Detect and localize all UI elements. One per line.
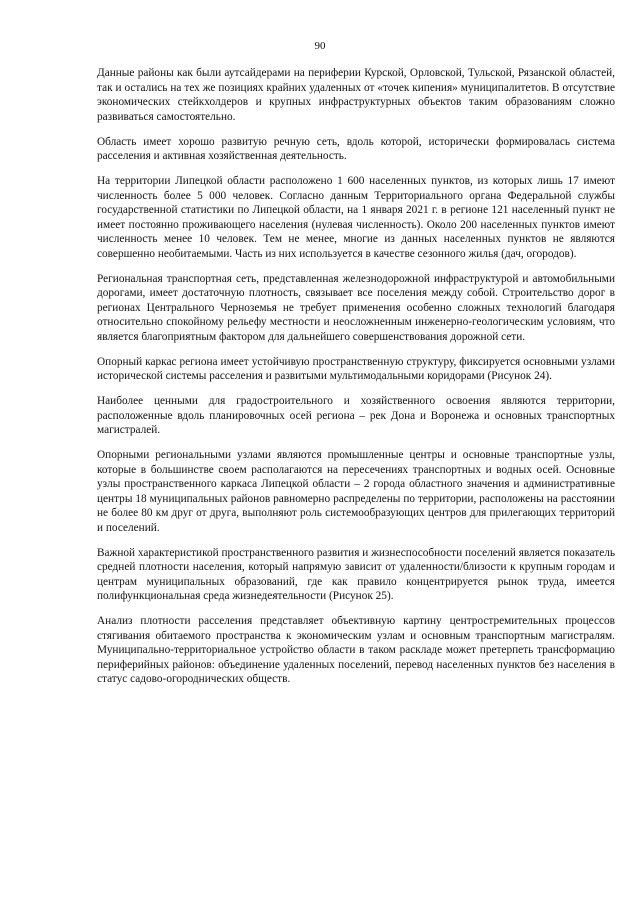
document-body: [97, 66, 615, 697]
paragraph-4: Региональная транспортная сеть, представленная железнодорожной инфраструктурой и автомобильными дорогами, имеет достаточную плотность, связывает все поселения между собой. Строительство дорог в регионах Центрального Черноземья не требует применения особенно сложных технологий благодаря относительно спокойному рельефу местности и неосложненным инженерно-геологическим условиям, что является благоприятным фактором для дальнейшего совершенствования дорожной сети.: [97, 272, 615, 343]
paragraph-9: Анализ плотности расселения представляет объективную картину центростремительных процессов стягивания обитаемого пространства к экономическим узлам и основным транспортным магистралям. Муниципально-территориальное устройство области в таком раскладе может претерпеть трансформацию периферийных районов: объединение удаленных поселений, перевод населенных пунктов без населения в статус садово-огороднических обществ.: [97, 615, 615, 685]
paragraph-3: На территории Липецкой области расположено 1 600 населенных пунктов, из которых лишь 17 имеют численность более 5 000 человек. Согласно данным Территориального органа Федеральной службы государственной статистики по Липецкой области, на 1 января 2021 г. в регионе 121 населенный пункт не имеет постоянно проживающего населения (нулевая численность). Около 200 населенных пунктов имеют численность менее 10 человек. Тем не менее, многие из данных населенных пунктов не являются совершенно необитаемыми. Часть из них используется в качестве сезонного жилья (дач, огородов).: [97, 175, 615, 260]
paragraph-2: Область имеет хорошо развитую речную сеть, вдоль которой, исторически формировалась система расселения и активная хозяйственная деятельность.: [97, 135, 615, 162]
paragraph-7: Опорными региональными узлами являются промышленные центры и основные транспортные узлы, которые в большинстве своем располагаются на пересечениях транспортных и водных осей. Основные узлы пространственного каркаса Липецкой области – 2 города областного значения и административные центры 18 муниципальных районов равномерно распределены по территории, расположены на расстоянии не более 80 км друг от друга, выполняют роль системообразующих центров для прилегающих территорий и поселений.: [97, 449, 615, 534]
paragraph-8: Важной характеристикой пространственного развития и жизнеспособности поселений является показатель средней плотности населения, который напрямую зависит от удаленности/близости к крупным городам и центрам муниципальных образований, где как правило концентрируется рынок труда, имеется полифункциональная среда жизнедеятельности (Рисунок 25).: [97, 546, 615, 602]
paragraph-6: Наиболее ценными для градостроительного и хозяйственного освоения являются территории, расположенные вдоль планировочных осей региона – рек Дона и Воронежа и основных транспортных магистралей.: [97, 395, 615, 436]
paragraph-1: Данные районы как были аутсайдерами на периферии Курской, Орловской, Тульской, Рязанской областей, так и остались на тех же позициях крайних удаленных от «точек кипения» муниципалитетов. В отсутствие экономических стейкхолдеров и крупных инфраструктурных объектов таким образованиям сложно развиваться самостоятельно.: [97, 67, 615, 123]
page-number: 90: [314, 40, 326, 52]
paragraph-5: Опорный каркас региона имеет устойчивую пространственную структуру, фиксируется основными узлами исторической системы расселения и развитыми мультимодальными коридорами (Рисунок 24).: [97, 355, 615, 382]
